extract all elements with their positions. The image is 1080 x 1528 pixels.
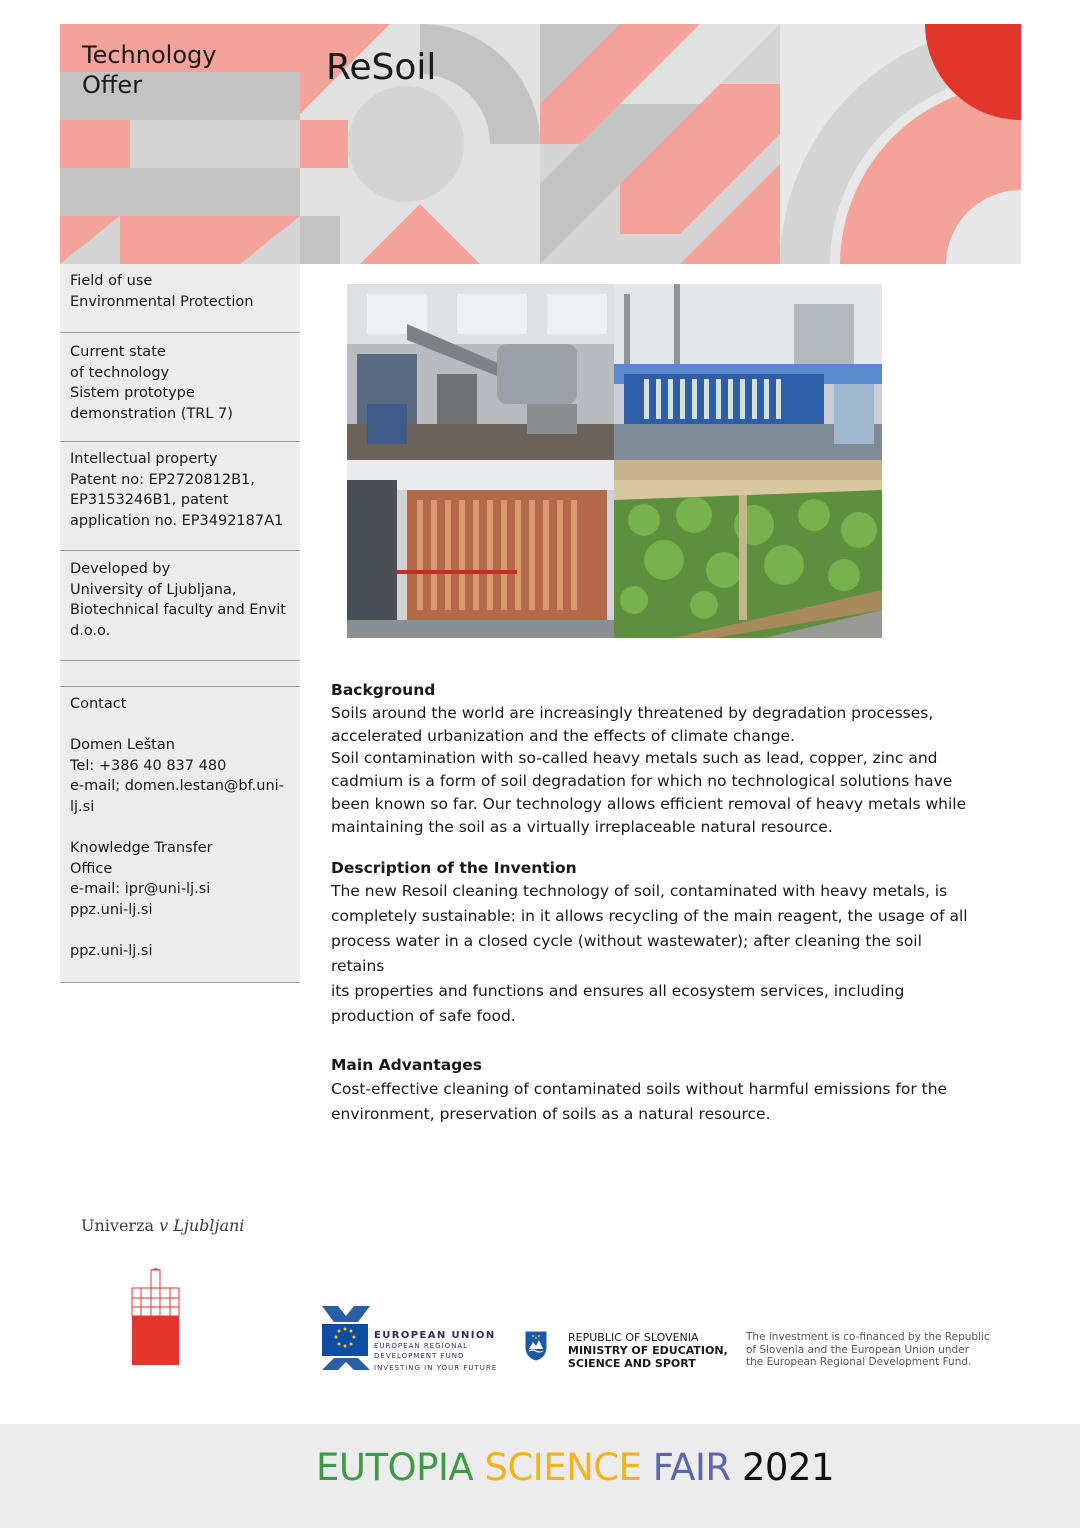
event-title-word: FAIR bbox=[652, 1446, 731, 1489]
ip-label: Intellectual property bbox=[70, 451, 218, 467]
description-text: its properties and functions and ensures all ecosystem services, including bbox=[331, 982, 905, 1001]
contact-phone: Tel: +386 40 837 480 bbox=[70, 757, 227, 774]
background-heading: Background bbox=[331, 681, 436, 699]
state-label: Current state bbox=[70, 344, 166, 360]
background-text: Soils around the world are increasingly threatened by degradation processes, bbox=[331, 703, 934, 722]
event-year: 2021 bbox=[741, 1446, 835, 1489]
contact-name: Domen Leštan bbox=[70, 737, 175, 754]
ip-value: Patent no: EP2720812B1, bbox=[70, 471, 255, 488]
advantages-text: environment, preservation of soils as a natural resource. bbox=[331, 1105, 771, 1124]
cofinancing-line: the European Regional Development Fund. bbox=[746, 1356, 972, 1368]
contact-block bbox=[60, 687, 300, 983]
advantages-heading: Main Advantages bbox=[331, 1056, 483, 1075]
event-title-word: SCIENCE bbox=[484, 1446, 642, 1489]
state-label: of technology bbox=[70, 364, 170, 381]
advantages-text: Cost-effective cleaning of contaminated soils without harmful emissions for the bbox=[331, 1080, 948, 1099]
office-email[interactable]: e-mail: ipr@uni-lj.si bbox=[70, 881, 211, 898]
photo-collage bbox=[347, 284, 882, 638]
sidebar-divider bbox=[60, 661, 300, 687]
info-sidebar bbox=[60, 264, 300, 983]
background-text: maintaining the soil as a virtually irreplaceable natural resource. bbox=[331, 817, 833, 836]
ip-value: EP3153246B1, patent bbox=[70, 492, 229, 509]
ministry-line: SCIENCE AND SPORT bbox=[568, 1357, 696, 1370]
intellectual-property-block bbox=[60, 442, 300, 551]
university-name bbox=[81, 1216, 244, 1235]
slovenia-coat-of-arms-icon bbox=[525, 1331, 547, 1365]
ip-value: application no. EP3492187A1 bbox=[70, 512, 284, 529]
background-section bbox=[331, 679, 971, 839]
eu-fund-line: INVESTING IN YOUR FUTURE bbox=[374, 1364, 498, 1372]
state-value: demonstration (TRL 7) bbox=[70, 405, 233, 422]
description-text: production of safe food. bbox=[331, 1007, 516, 1026]
eu-fund-line: EUROPEAN REGIONAL bbox=[374, 1342, 469, 1350]
page-title: ReSoil bbox=[326, 47, 437, 88]
cofinancing-line: of Slovenia and the European Union under bbox=[746, 1343, 969, 1356]
description-text: The new Resoil cleaning technology of soil, contaminated with heavy metals, is bbox=[331, 882, 948, 901]
description-text: process water in a closed cycle (without wastewater); after cleaning the soil retains bbox=[331, 932, 922, 976]
eu-fund-logo-icon bbox=[322, 1306, 370, 1374]
technology-state-block bbox=[60, 333, 300, 442]
filter-press-icon bbox=[614, 284, 882, 460]
developer-value: d.o.o. bbox=[70, 622, 111, 639]
developer-label: Developed by bbox=[70, 561, 171, 577]
university-name-word: Univerza bbox=[81, 1216, 155, 1235]
header-banner bbox=[60, 24, 1021, 264]
event-title bbox=[316, 1440, 834, 1496]
background-text: cadmium is a form of soil degradation for which no technological solutions have bbox=[331, 772, 953, 791]
developer-block bbox=[60, 551, 300, 661]
document-type-line: Offer bbox=[82, 71, 143, 99]
developer-value: University of Ljubljana, bbox=[70, 581, 237, 598]
contact-email[interactable]: e-mail; domen.lestan@bf.uni- bbox=[70, 778, 284, 795]
field-of-use-block bbox=[60, 264, 300, 333]
developer-value: Biotechnical faculty and Envit bbox=[70, 602, 286, 619]
state-value: Sistem prototype bbox=[70, 385, 195, 402]
office-name: Knowledge Transfer bbox=[70, 840, 213, 857]
main-content bbox=[331, 679, 971, 1127]
advantages-section bbox=[331, 1054, 971, 1127]
cofinancing-line: The investment is co-financed by the Republic bbox=[746, 1331, 990, 1343]
ministry-line: REPUBLIC OF SLOVENIA bbox=[568, 1331, 699, 1344]
background-text: Soil contamination with so-called heavy metals such as lead, copper, zinc and bbox=[331, 749, 938, 768]
eu-fund-line: DEVELOPMENT FUND bbox=[374, 1352, 465, 1360]
website-link[interactable]: ppz.uni-lj.si bbox=[70, 943, 153, 960]
document-type bbox=[82, 40, 282, 100]
soil-washing-plant-icon bbox=[347, 284, 614, 460]
background-text: been known so far. Our technology allows efficient removal of heavy metals while bbox=[331, 794, 967, 813]
university-name-word: v Ljubljani bbox=[159, 1216, 245, 1235]
document-type-line: Technology bbox=[82, 41, 217, 69]
ministry-line: MINISTRY OF EDUCATION, bbox=[568, 1344, 728, 1357]
eu-fund-line: EUROPEAN UNION bbox=[374, 1330, 496, 1341]
contact-label: Contact bbox=[70, 696, 127, 712]
footer bbox=[0, 1424, 1080, 1528]
description-heading: Description of the Invention bbox=[331, 858, 577, 877]
eu-fund-text bbox=[374, 1331, 497, 1373]
plant-growth-bed-icon bbox=[614, 460, 882, 638]
field-value: Environmental Protection bbox=[70, 293, 254, 310]
field-label: Field of use bbox=[70, 273, 153, 289]
office-website[interactable]: ppz.uni-lj.si bbox=[70, 901, 153, 918]
cofinancing-notice bbox=[746, 1331, 996, 1369]
office-name: Office bbox=[70, 860, 113, 877]
description-text: completely sustainable: in it allows recycling of the main reagent, the usage of all bbox=[331, 907, 968, 926]
ministry-text bbox=[568, 1331, 728, 1370]
filter-press-closeup-icon bbox=[347, 460, 614, 638]
description-section bbox=[331, 857, 971, 1030]
event-title-word: EUTOPIA bbox=[316, 1446, 474, 1489]
background-text: accelerated urbanization and the effects of climate change. bbox=[331, 726, 796, 745]
university-logo-icon bbox=[127, 1268, 183, 1370]
contact-email[interactable]: lj.si bbox=[70, 798, 95, 815]
